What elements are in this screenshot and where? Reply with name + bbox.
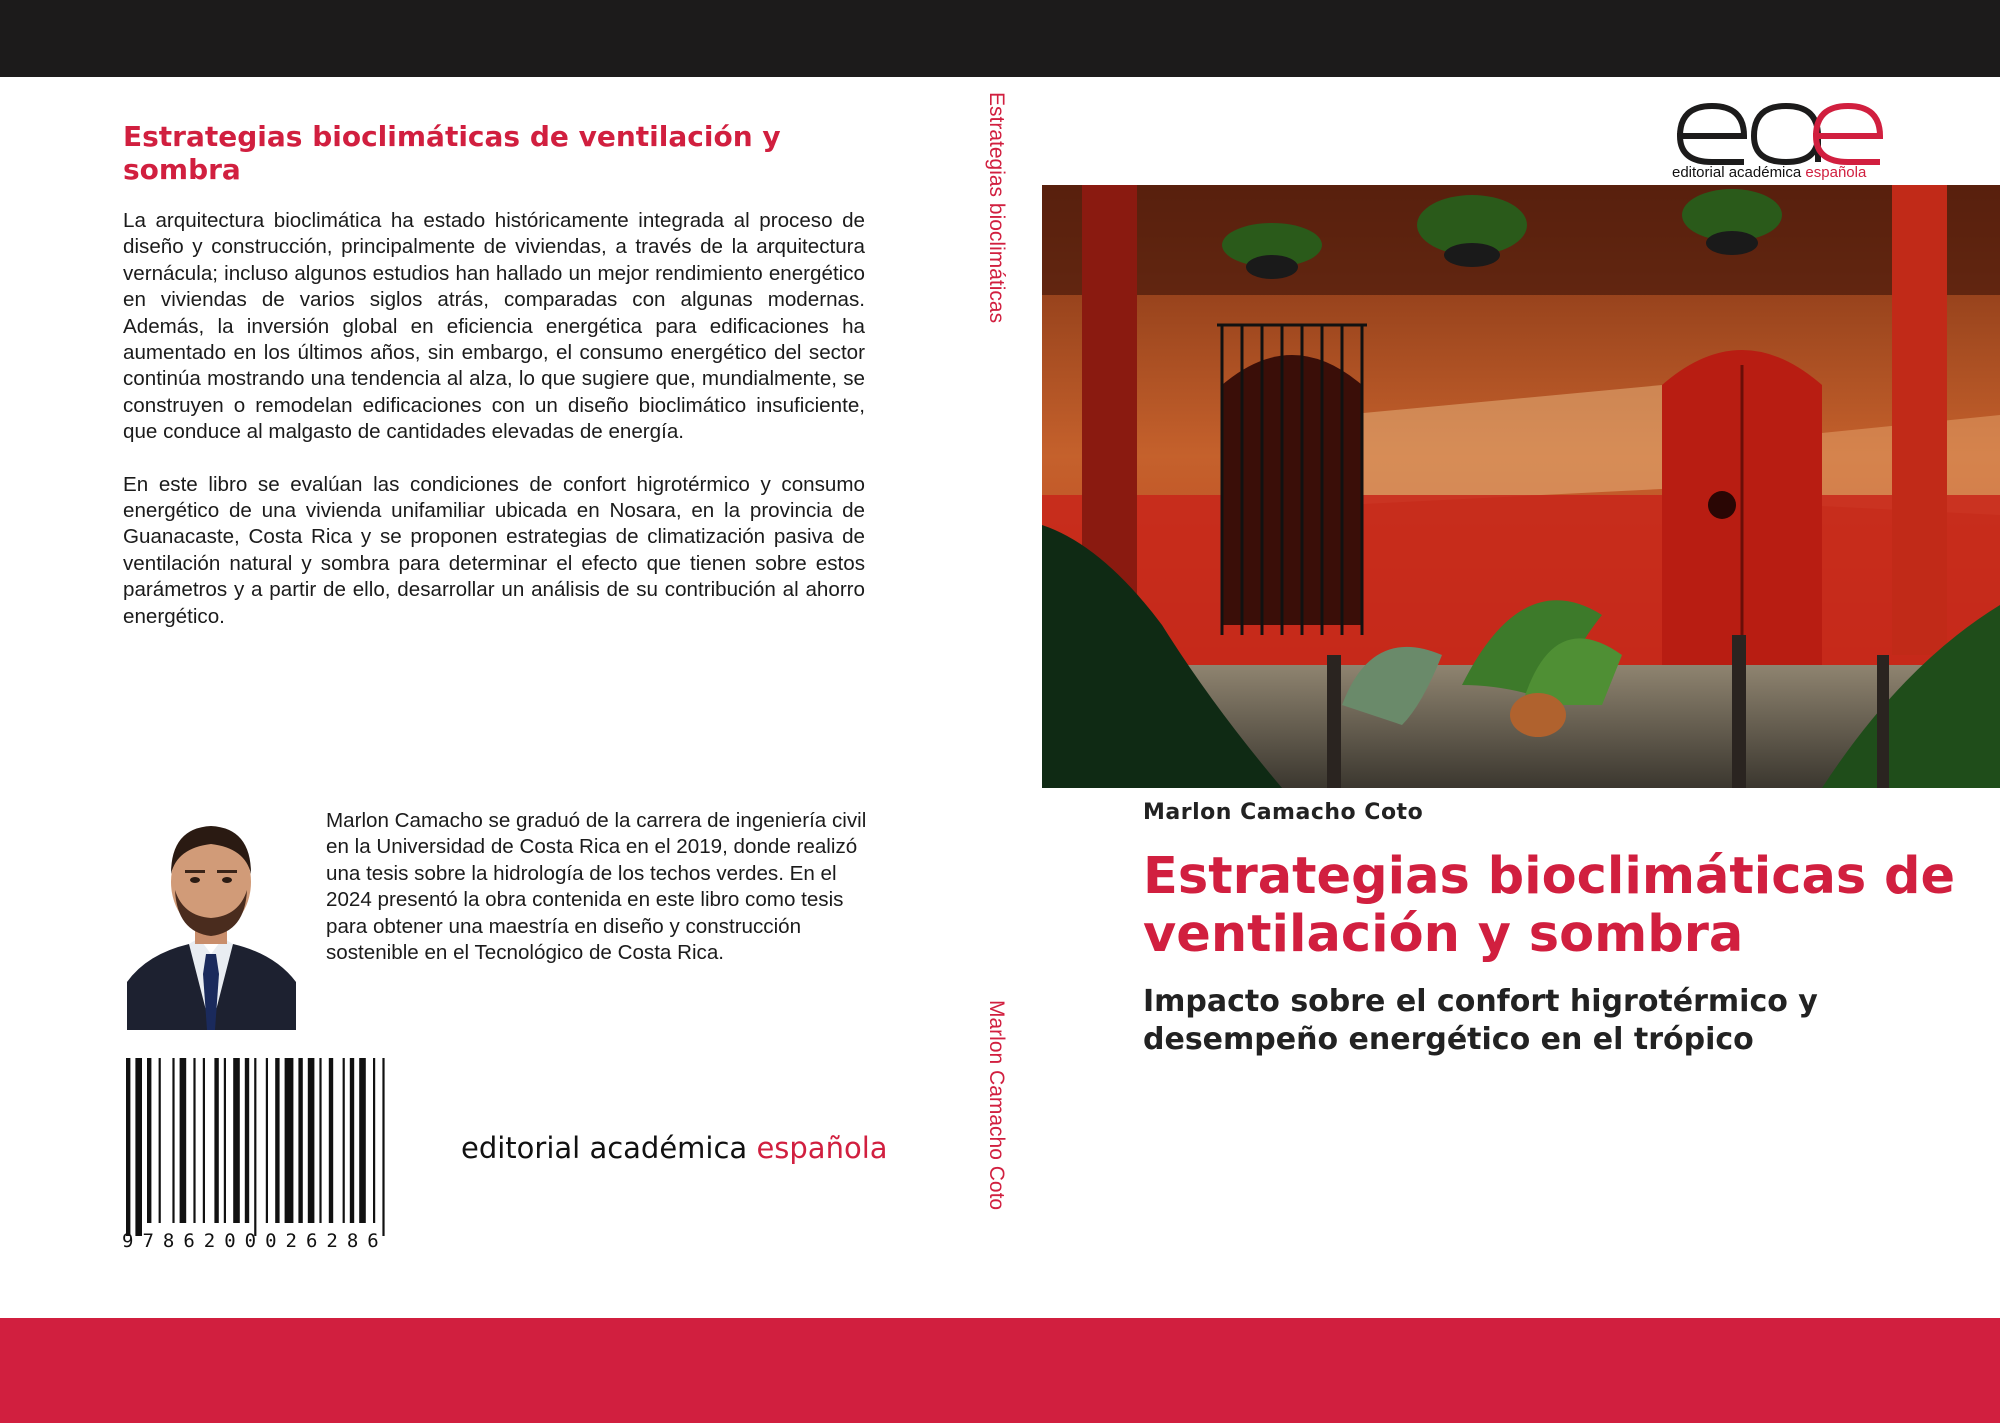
barcode-bar — [343, 1058, 345, 1223]
barcode-bar — [147, 1058, 151, 1223]
spine-author: Marlon Camacho Coto — [985, 1000, 1008, 1211]
author-photo — [127, 804, 296, 1030]
logo-caption-main: editorial académica — [1672, 164, 1802, 181]
barcode-bar — [254, 1058, 256, 1236]
bottom-band — [0, 1318, 2000, 1423]
cover-photo — [1042, 185, 2000, 788]
front-author: Marlon Camacho Coto — [1143, 800, 1424, 825]
isbn-barcode — [122, 1058, 444, 1250]
blurb-paragraph-2: En este libro se evalúan las condiciones de confort higrotérmico y consumo energético de una vivienda unifamiliar ubicada en Nosara, en la provincia de Guanacaste, Costa Rica y se proponen estrategias de climatización pasiva de ventilación natural y sombra para determinar el efecto que tienen sobre estos parámetros y a partir de ello, desarrollar un análisis de su contribución al ahorro energético. — [123, 472, 865, 628]
barcode-bar — [298, 1058, 302, 1223]
barcode-bar — [159, 1058, 161, 1223]
publisher-name-main: editorial académica — [461, 1131, 748, 1165]
barcode-bar — [126, 1058, 130, 1236]
barcode-bar — [224, 1058, 226, 1223]
barcode-bar — [373, 1058, 375, 1223]
back-cover-blurb — [123, 208, 865, 656]
barcode-bar — [203, 1058, 205, 1223]
spine-title: Estrategias bioclimáticas — [985, 92, 1008, 324]
front-title: Estrategias bioclimáticas de ventilación y sombra — [1143, 847, 1956, 964]
barcode-bar — [359, 1058, 366, 1223]
barcode-bar — [308, 1058, 315, 1223]
logo-caption — [1672, 164, 1866, 181]
barcode-bar — [214, 1058, 218, 1223]
publisher-name-accent: española — [756, 1131, 888, 1165]
top-band — [0, 0, 2000, 77]
barcode-bar — [319, 1058, 321, 1223]
barcode-bar — [172, 1058, 174, 1223]
blurb-paragraph-1: La arquitectura bioclimática ha estado históricamente integrada al proceso de diseño y construcción, principalmente de viviendas, a través de la arquitectura vernácula; incluso algunos estudios han hallado un mejor rendimiento energético en viviendas de varios siglos atrás, comparadas con algunas modernas. Además, la inversión global en eficiencia energética para edificaciones ha aumentado en los últimos años, sin embargo, el consumo energético del sector continúa mostrando una tendencia al alza, lo que sugiere que, mundialmente, se construyen o remodelan edificaciones con un diseño bioclimático insuficiente, que conduce al malgasto de cantidades elevadas de energía. — [123, 209, 865, 444]
barcode-bar — [275, 1058, 279, 1223]
barcode-bar — [180, 1058, 187, 1223]
isbn-digits: 9786200026286 — [122, 1230, 388, 1252]
barcode-bar — [329, 1058, 333, 1223]
barcode-bar — [350, 1058, 354, 1223]
logo-caption-accent: española — [1805, 164, 1867, 181]
publisher-name-back — [461, 1131, 888, 1165]
front-subtitle: Impacto sobre el confort higrotérmico y desempeño energético en el trópico — [1143, 984, 1818, 1057]
barcode-bar — [135, 1058, 142, 1236]
barcode-bar — [285, 1058, 294, 1223]
barcode-bar — [382, 1058, 384, 1236]
back-cover-title: Estrategias bioclimáticas de ventilación y sombra — [123, 120, 781, 186]
barcode-bar — [245, 1058, 249, 1223]
barcode-bar — [193, 1058, 195, 1223]
barcode-bar — [266, 1058, 268, 1223]
author-bio: Marlon Camacho se graduó de la carrera de ingeniería civil en la Universidad de Costa Rica en el 2019, donde realizó una tesis sobre la hidrología de los techos verdes. En el 2024 presentó la obra contenida en este libro como tesis para obtener una maestría en diseño y construcción sostenible en el Tecnológico de Costa Rica. — [326, 809, 867, 965]
barcode-bar — [233, 1058, 240, 1223]
